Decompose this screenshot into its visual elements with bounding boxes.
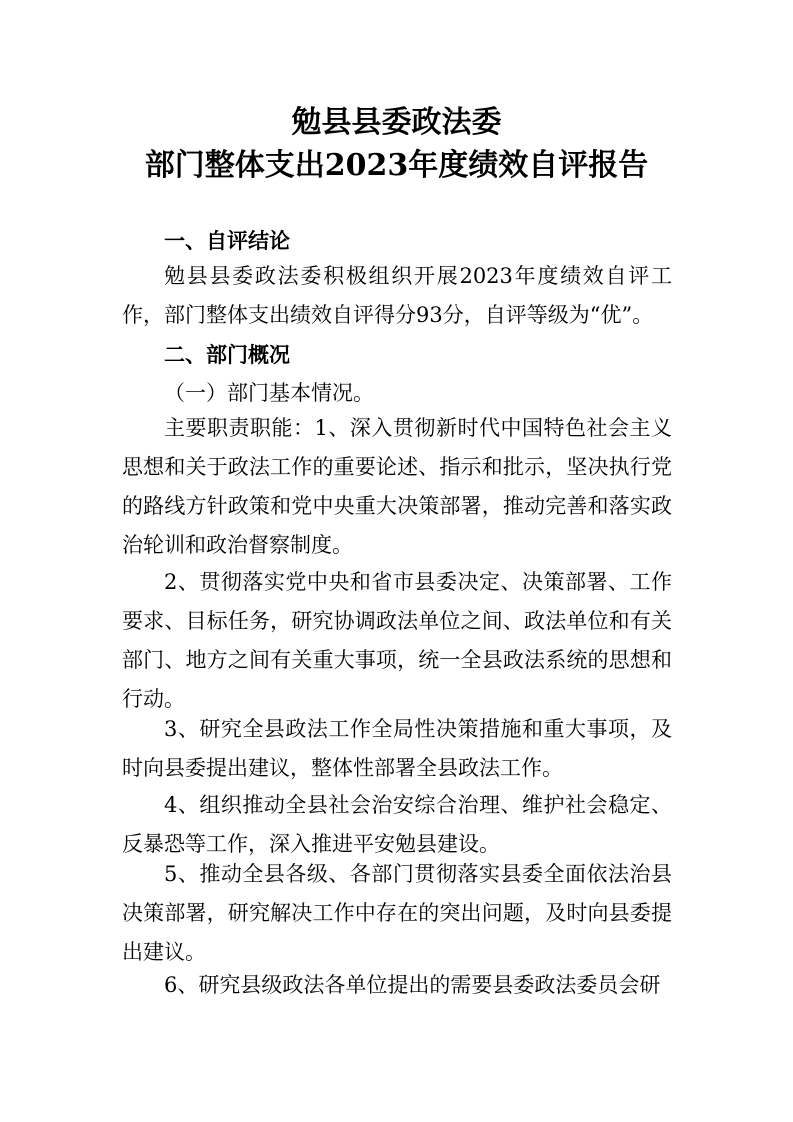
paragraph-self-evaluation-conclusion: 勉县县委政法委积极组织开展2023年度绩效自评工作，部门整体支出绩效自评得分93分，自评等级为“优”。: [122, 264, 672, 327]
paragraph-duty-4: 4、组织推动全县社会治安综合治理、维护社会稳定、反暴恐等工作，深入推进平安勉县建设。: [122, 793, 672, 856]
paragraph-duty-3: 3、研究全县政法工作全局性决策措施和重大事项，及时向县委提出建议，整体性部署全县政法工作。: [122, 717, 672, 780]
document-title-line-1: 勉县县委政法委: [291, 105, 502, 140]
document-title-line-2: 部门整体支出2023年度绩效自评报告: [144, 148, 649, 183]
paragraph-duty-6: 6、研究县级政法各单位提出的需要县委政法委员会研: [164, 973, 661, 997]
section-heading-department-overview: 二、部门概况: [164, 343, 290, 367]
subsection-heading-basic-info: （一）部门基本情况。: [164, 381, 374, 405]
paragraph-duty-5: 5、推动全县各级、各部门贯彻落实县委全面依法治县决策部署，研究解决工作中存在的突出问题，及时向县委提出建议。: [122, 862, 672, 964]
paragraph-duty-2: 2、贯彻落实党中央和省市县委决定、决策部署、工作要求、目标任务，研究协调政法单位之间、政法单位和有关部门、地方之间有关重大事项，统一全县政法系统的思想和行动。: [122, 570, 672, 711]
section-heading-self-evaluation-conclusion: 一、自评结论: [164, 229, 290, 253]
paragraph-duty-1: 主要职责职能：1、深入贯彻新时代中国特色社会主义思想和关于政法工作的重要论述、指示和批示，坚决执行党的路线方针政策和党中央重大决策部署，推动完善和落实政治轮训和政治督察制度。: [122, 416, 672, 557]
